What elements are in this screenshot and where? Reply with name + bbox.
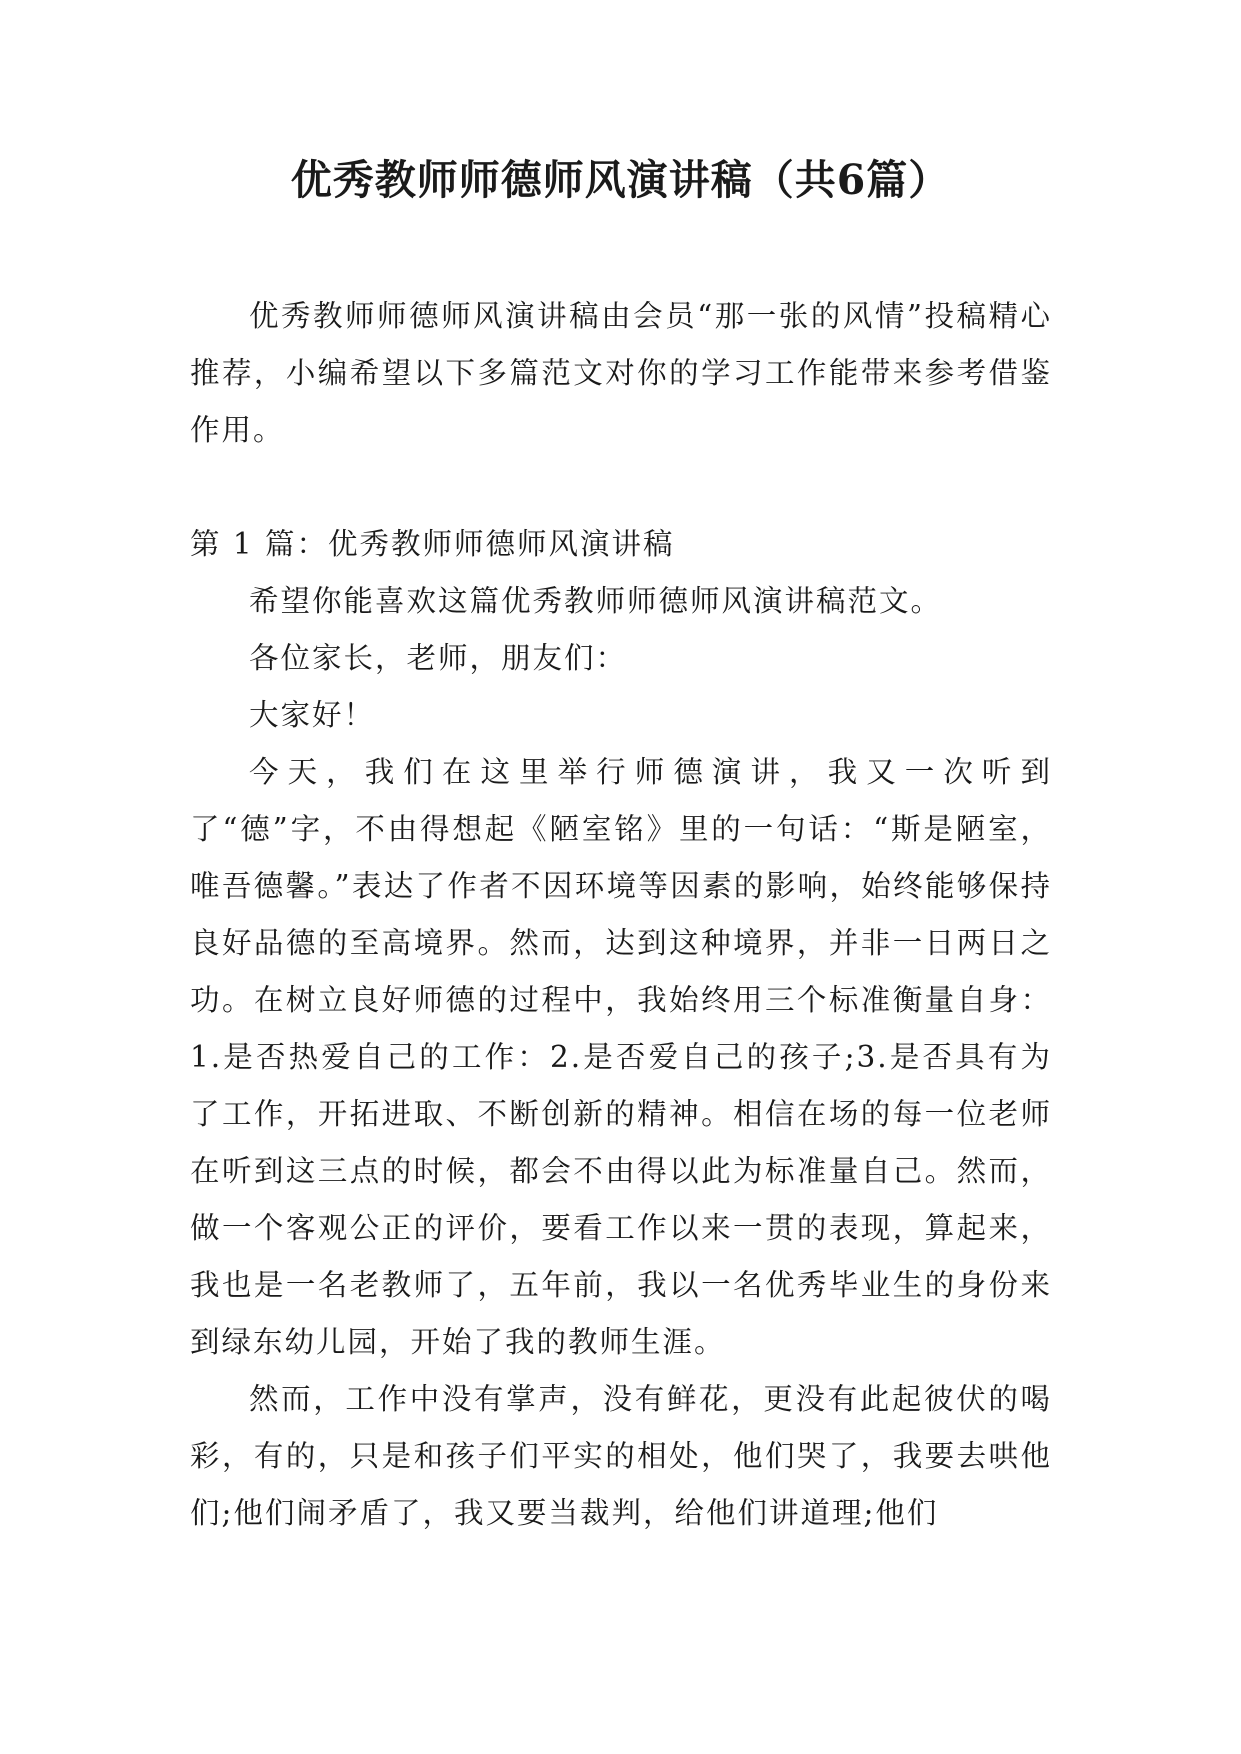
body-paragraph: 今天，我们在这里举行师德演讲，我又一次听到了“德”字，不由得想起《陋室铭》里的一句话：“斯是陋室，唯吾德馨。”表达了作者不因环境等因素的影响，始终能够保持良好品德的至高境界。然而，达到这种境界，并非一日两日之功。在树立良好师德的过程中，我始终用三个标准衡量自身：1.是否热爱自己的工作：2.是否爱自己的孩子;3.是否具有为了工作，开拓进取、不断创新的精神。相信在场的每一位老师在听到这三点的时候，都会不由得以此为标准量自己。然而，做一个客观公正的评价，要看工作以来一贯的表现，算起来，我也是一名老教师了，五年前，我以一名优秀毕业生的身份来到绿东幼儿园，开始了我的教师生涯。 [190,755,1052,1359]
body-paragraph: 希望你能喜欢这篇优秀教师师德师风演讲稿范文。 [249,584,943,618]
intro-paragraph: 优秀教师师德师风演讲稿由会员“那一张的风情”投稿精心推荐，小编希望以下多篇范文对你的学习工作能带来参考借鉴作用。 [190,299,1052,447]
document-title: 优秀教师师德师风演讲稿（共6篇） [290,156,951,204]
greeting-paragraph: 大家好！ [249,698,376,732]
body-paragraph: 然而，工作中没有掌声，没有鲜花，更没有此起彼伏的喝彩，有的，只是和孩子们平实的相处，他们哭了，我要去哄他们;他们闹矛盾了，我又要当裁判，给他们讲道理;他们 [190,1382,1052,1530]
section-heading: 第 1 篇：优秀教师师德师风演讲稿 [190,527,675,561]
salutation-paragraph: 各位家长，老师，朋友们： [249,641,628,675]
document-body [190,288,1052,1542]
